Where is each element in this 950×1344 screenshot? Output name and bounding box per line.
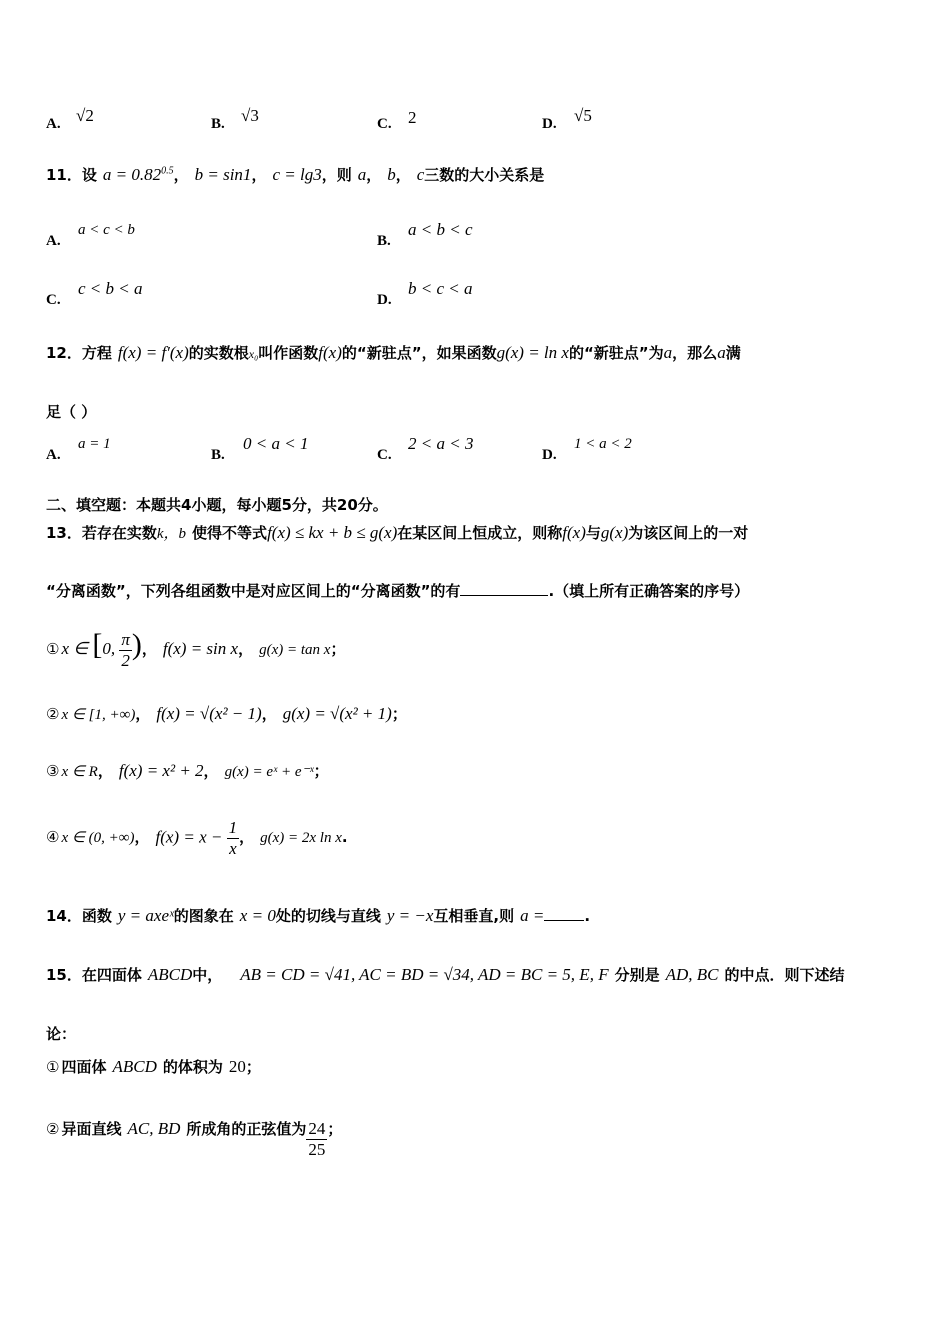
q14-answer-blank[interactable] — [544, 920, 584, 921]
q10-option-b-math: √3 — [241, 106, 259, 125]
q15-text-3: 的中点．则下述结 — [724, 966, 845, 984]
q12-option-b-label: B. — [211, 447, 225, 463]
q12-text-6: 满 — [725, 344, 741, 362]
q13-text-2: 在某区间上恒成立，则称 — [397, 524, 563, 542]
q13-stem — [46, 522, 748, 543]
q13-kb: k，b — [156, 526, 187, 542]
q13-item-4-domain: x ∈ (0, +∞) — [61, 830, 135, 847]
q12-text-4: 的“新驻点”为 — [568, 344, 664, 362]
q13-item-3-f: f(x) = x² + 2 — [118, 761, 204, 780]
q13-item-2-end: ； — [391, 705, 407, 723]
q11-var-a: a — [357, 165, 367, 184]
q15-item-1-text: 四面体 — [61, 1058, 107, 1076]
q12-option-b-math: 0 < a < 1 — [243, 434, 309, 453]
q13-item-4-end: . — [341, 828, 348, 847]
q14-end: . — [584, 907, 591, 925]
q13-item-1: ① x ∈ [0, $\frac{\pi}{2}$ ) ， f(x) = sin x ， g(x) = tan x ； — [46, 628, 346, 670]
q15-item-2-fraction — [306, 1119, 327, 1160]
q11-option-b-label: B. — [377, 233, 391, 249]
q14-function: y = axeˣ — [117, 906, 174, 925]
q12-text-2: 叫作函数 — [258, 344, 319, 362]
q13-item-1-frac-den: 2 — [121, 650, 130, 670]
q11-option-a-math: a < c < b — [78, 222, 135, 238]
q13-item-4-g: g(x) = 2x ln x — [260, 830, 342, 847]
q13-item-1-g: g(x) = tan x — [259, 642, 331, 658]
q10-option-a-label: A. — [46, 116, 61, 132]
q12-a-1: a — [663, 343, 673, 362]
q15-item-1-end: ； — [245, 1058, 261, 1076]
q13-item-1-f: f(x) = sin x — [162, 639, 239, 658]
q14-text-1: 的图象在 — [173, 907, 234, 925]
q13-text-3: 与 — [585, 524, 601, 542]
q12-option-c-math: 2 < a < 3 — [408, 434, 474, 453]
q13-item-2-domain: x ∈ [1, +∞) — [61, 707, 136, 723]
q12-option-d-math: 1 < a < 2 — [574, 436, 632, 452]
q11-var-c: c — [416, 165, 425, 184]
q15-stem-line2: 论： — [46, 1025, 77, 1043]
q15-number: 15．在四面体 — [46, 966, 142, 984]
q13-item-3-g: g(x) = eˣ + e⁻ˣ — [224, 764, 314, 780]
q11-tail: 三数的大小关系是 — [424, 166, 545, 184]
q12-text-1: 的实数根 — [188, 344, 249, 362]
q13-item-1-end: ； — [330, 640, 346, 658]
q15-item-2-frac-num: 24 — [308, 1119, 326, 1138]
q15-item-2-end: ； — [327, 1120, 343, 1138]
q15-name: ABCD — [147, 965, 193, 984]
q11-option-a-label: A. — [46, 233, 61, 249]
q14-stem — [46, 905, 590, 926]
q13-text-4: 为该区间上的一对 — [628, 524, 749, 542]
q14-text-2: 处的切线与直线 — [275, 907, 381, 925]
q10-option-d-label: D. — [542, 116, 557, 132]
q11-a-def: $a = 0.82^{0.5}$ — [102, 165, 174, 184]
q12-option-c-label: C. — [377, 447, 392, 463]
q11-b-def: b = sin1 — [194, 165, 252, 184]
q11-option-c-label: C. — [46, 292, 61, 308]
q15-item-2-frac-den: 25 — [308, 1140, 326, 1159]
q10-option-a-math: √2 — [76, 106, 94, 125]
q15-item-2 — [46, 1118, 342, 1160]
q14-number: 14．函数 — [46, 907, 112, 925]
q10-option-c-math: 2 — [408, 108, 417, 127]
q13-inequality: f(x) ≤ kx + b ≤ g(x) — [267, 523, 398, 542]
q11-option-d-label: D. — [377, 292, 392, 308]
q14-point: x = 0 — [239, 906, 276, 925]
q13-item-3: ③ x ∈ R ， f(x) = x² + 2 ， g(x) = eˣ + e⁻ˣ ； — [46, 761, 329, 780]
q14-answer-label: a = — [520, 906, 545, 925]
q12-option-a-label: A. — [46, 447, 61, 463]
q13-stem-line2 — [46, 580, 749, 601]
q13-line2-tail: .（填上所有正确答案的序号） — [548, 582, 750, 600]
q13-item-4-f: f(x) = x − $\frac{1}{x}$ — [155, 818, 238, 858]
q15-midpoints: AD, BC — [665, 965, 719, 984]
q11-option-c-math: c < b < a — [78, 279, 143, 298]
q15-item-2-mark: ② — [46, 1120, 60, 1138]
q12-option-a-math: a = 1 — [78, 436, 111, 452]
q12-number: 12．方程 — [46, 344, 112, 362]
q13-item-1-domain: x ∈ [0, $\frac{\pi}{2}$ ) — [61, 628, 142, 670]
q13-item-3-mark: ③ — [46, 762, 60, 780]
q11-number: 11．设 — [46, 166, 97, 184]
q14-line: y = −x — [386, 906, 434, 925]
q13-item-1-mark: ① — [46, 640, 60, 658]
section-heading: 二、填空题：本题共4小题，每小题5分，共20分。 — [46, 496, 388, 514]
q12-option-d-label: D. — [542, 447, 557, 463]
q12-fx: f(x) — [318, 343, 342, 362]
q13-item-4-frac-den: x — [229, 839, 237, 858]
q12-stem — [46, 342, 741, 363]
q13-text-1: 使得不等式 — [192, 524, 268, 542]
q13-item-3-domain: x ∈ R — [61, 764, 98, 780]
q12-a-2: a — [717, 343, 726, 362]
q15-stem — [46, 964, 845, 985]
q13-item-2-f: f(x) = √(x² − 1) — [156, 704, 262, 723]
q13-item-3-end: ； — [313, 762, 329, 780]
q13-item-4: ④ x ∈ (0, +∞) ， f(x) = x − $\frac{1}{x}$ ， g(x) = 2x ln x . — [46, 818, 348, 858]
q15-item-2-text: 异面直线 — [61, 1120, 122, 1138]
q13-item-2: ② x ∈ [1, +∞) ， f(x) = √(x² − 1) ， g(x) = √(x² + 1) ； — [46, 704, 407, 723]
q13-answer-blank[interactable] — [460, 595, 548, 596]
q13-item-2-mark: ② — [46, 705, 60, 723]
q13-item-1-frac-num: π — [121, 629, 130, 649]
q10-option-d-math: √5 — [574, 106, 592, 125]
q13-number: 13．若存在实数 — [46, 524, 157, 542]
q13-item-2-g: g(x) = √(x² + 1) — [282, 704, 392, 723]
q15-item-2-text2: 所成角的正弦值为 — [186, 1120, 307, 1138]
q12-equation: f(x) = f′(x) — [117, 343, 189, 362]
q12-root: x₀ — [248, 347, 259, 361]
q15-item-1-mark: ① — [46, 1058, 60, 1076]
q13-line2-text: “分离函数”，下列各组函数中是对应区间上的“分离函数”的有 — [46, 582, 461, 600]
q15-item-1-value: 20 — [228, 1057, 246, 1076]
q12-text-3: 的“新驻点”，如果函数 — [341, 344, 497, 362]
q11-stem: 11．设 $a = 0.82^{0.5}$ ， b = sin1 ， c = lg3 ，则 a ， b ， c 三数的大小关系是 — [46, 165, 545, 184]
q12-stem-line2: 足（ ） — [46, 403, 97, 421]
q11-tail-prefix: ，则 — [321, 166, 352, 184]
q11-c-def: c = lg3 — [272, 165, 322, 184]
q15-condition: AB = CD = √41, AC = BD = √34, AD = BC = 5, E, F — [240, 965, 609, 984]
q13-f: f(x) — [562, 523, 586, 542]
q15-text-2: 分别是 — [614, 966, 660, 984]
q15-item-1-text2: 的体积为 — [162, 1058, 223, 1076]
q15-item-2-math: AC, BD — [127, 1119, 181, 1138]
q15-text-1: 中， — [192, 966, 223, 984]
q13-item-4-mark: ④ — [46, 828, 60, 847]
q11-option-b-math: a < b < c — [408, 220, 473, 239]
q15-item-1 — [46, 1056, 261, 1077]
q12-text-5: ，那么 — [672, 344, 718, 362]
q15-item-1-math: ABCD — [112, 1057, 157, 1076]
q10-option-b-label: B. — [211, 116, 225, 132]
q12-gx: g(x) = ln x — [496, 343, 569, 362]
q13-g: g(x) — [600, 523, 629, 542]
q14-text-3: 互相垂直,则 — [433, 907, 515, 925]
q11-option-d-math: b < c < a — [408, 279, 473, 298]
q11-var-b: b — [387, 165, 396, 184]
q13-item-4-frac-num: 1 — [228, 818, 238, 837]
q10-option-c-label: C. — [377, 116, 392, 132]
